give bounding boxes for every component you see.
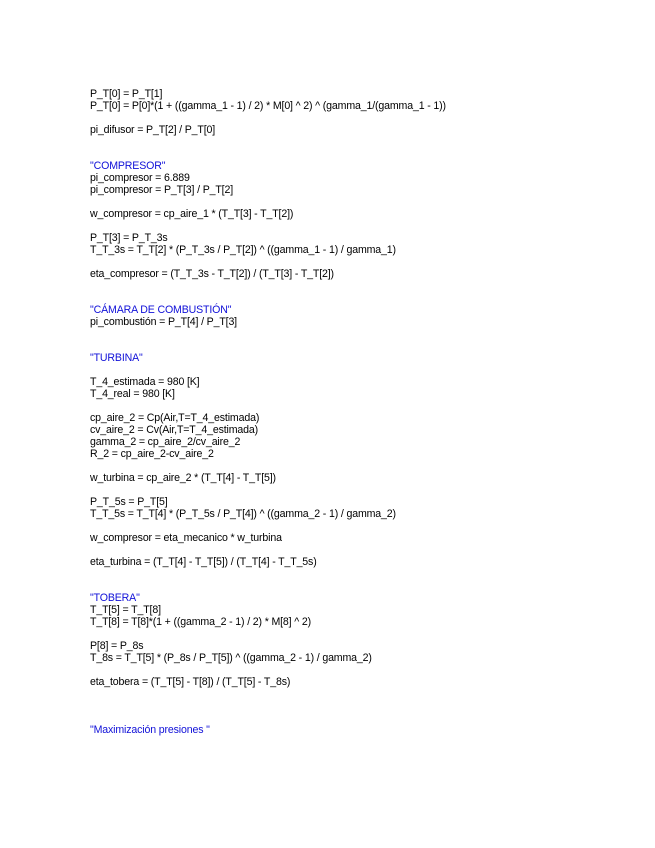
equation-line: T_T[8] = T[8]*(1 + ((gamma_2 - 1) / 2) * M[8] ^ 2) — [90, 616, 311, 628]
equation-line: pi_difusor = P_T[2] / P_T[0] — [90, 124, 216, 136]
equation-line: P_T[3] = P_T_3s — [90, 232, 168, 244]
section-comment-maximizacion: "Maximización presiones " — [90, 724, 210, 736]
equation-line: cp_aire_2 = Cp(Air,T=T_4_estimada) — [90, 412, 260, 424]
equation-line: eta_compresor = (T_T_3s - T_T[2]) / (T_T[3] - T_T[2]) — [90, 268, 334, 280]
section-comment-compresor: "COMPRESOR" — [90, 160, 166, 172]
equation-line: P_T_5s = P_T[5] — [90, 496, 168, 508]
section-comment-camara: "CÁMARA DE COMBUSTIÓN" — [90, 304, 232, 316]
equation-line: T_4_estimada = 980 [K] — [90, 376, 200, 388]
equation-line: w_compresor = cp_aire_1 * (T_T[3] - T_T[2]) — [90, 208, 294, 220]
equation-line: pi_compresor = 6.889 — [90, 172, 190, 184]
equation-line: T_T_5s = T_T[4] * (P_T_5s / P_T[4]) ^ ((gamma_2 - 1) / gamma_2) — [90, 508, 396, 520]
equation-line: gamma_2 = cp_aire_2/cv_aire_2 — [90, 436, 241, 448]
equation-line: w_turbina = cp_aire_2 * (T_T[4] - T_T[5]) — [90, 472, 276, 484]
equation-line: R_2 = cp_aire_2-cv_aire_2 — [90, 448, 214, 460]
equation-line: P_T[0] = P_T[1] — [90, 88, 163, 100]
equation-line: pi_combustión = P_T[4] / P_T[3] — [90, 316, 237, 328]
equation-line: cv_aire_2 = Cv(Air,T=T_4_estimada) — [90, 424, 259, 436]
equation-line: eta_tobera = (T_T[5] - T[8]) / (T_T[5] - T_8s) — [90, 676, 291, 688]
equation-line: w_compresor = eta_mecanico * w_turbina — [90, 532, 282, 544]
equation-line: T_T_3s = T_T[2] * (P_T_3s / P_T[2]) ^ ((gamma_1 - 1) / gamma_1) — [90, 244, 396, 256]
equation-line: T_T[5] = T_T[8] — [90, 604, 161, 616]
section-comment-turbina: "TURBINA" — [90, 352, 143, 364]
section-comment-tobera: "TOBERA" — [90, 592, 140, 604]
equation-line: P_T[0] = P[0]*(1 + ((gamma_1 - 1) / 2) * M[0] ^ 2) ^ (gamma_1/(gamma_1 - 1)) — [90, 100, 446, 112]
equation-line: P[8] = P_8s — [90, 640, 144, 652]
equation-line: eta_turbina = (T_T[4] - T_T[5]) / (T_T[4] - T_T_5s) — [90, 556, 317, 568]
equation-line: pi_compresor = P_T[3] / P_T[2] — [90, 184, 233, 196]
equation-listing — [90, 88, 630, 736]
equation-line: T_4_real = 980 [K] — [90, 388, 175, 400]
equation-line: T_8s = T_T[5] * (P_8s / P_T[5]) ^ ((gamma_2 - 1) / gamma_2) — [90, 652, 372, 664]
